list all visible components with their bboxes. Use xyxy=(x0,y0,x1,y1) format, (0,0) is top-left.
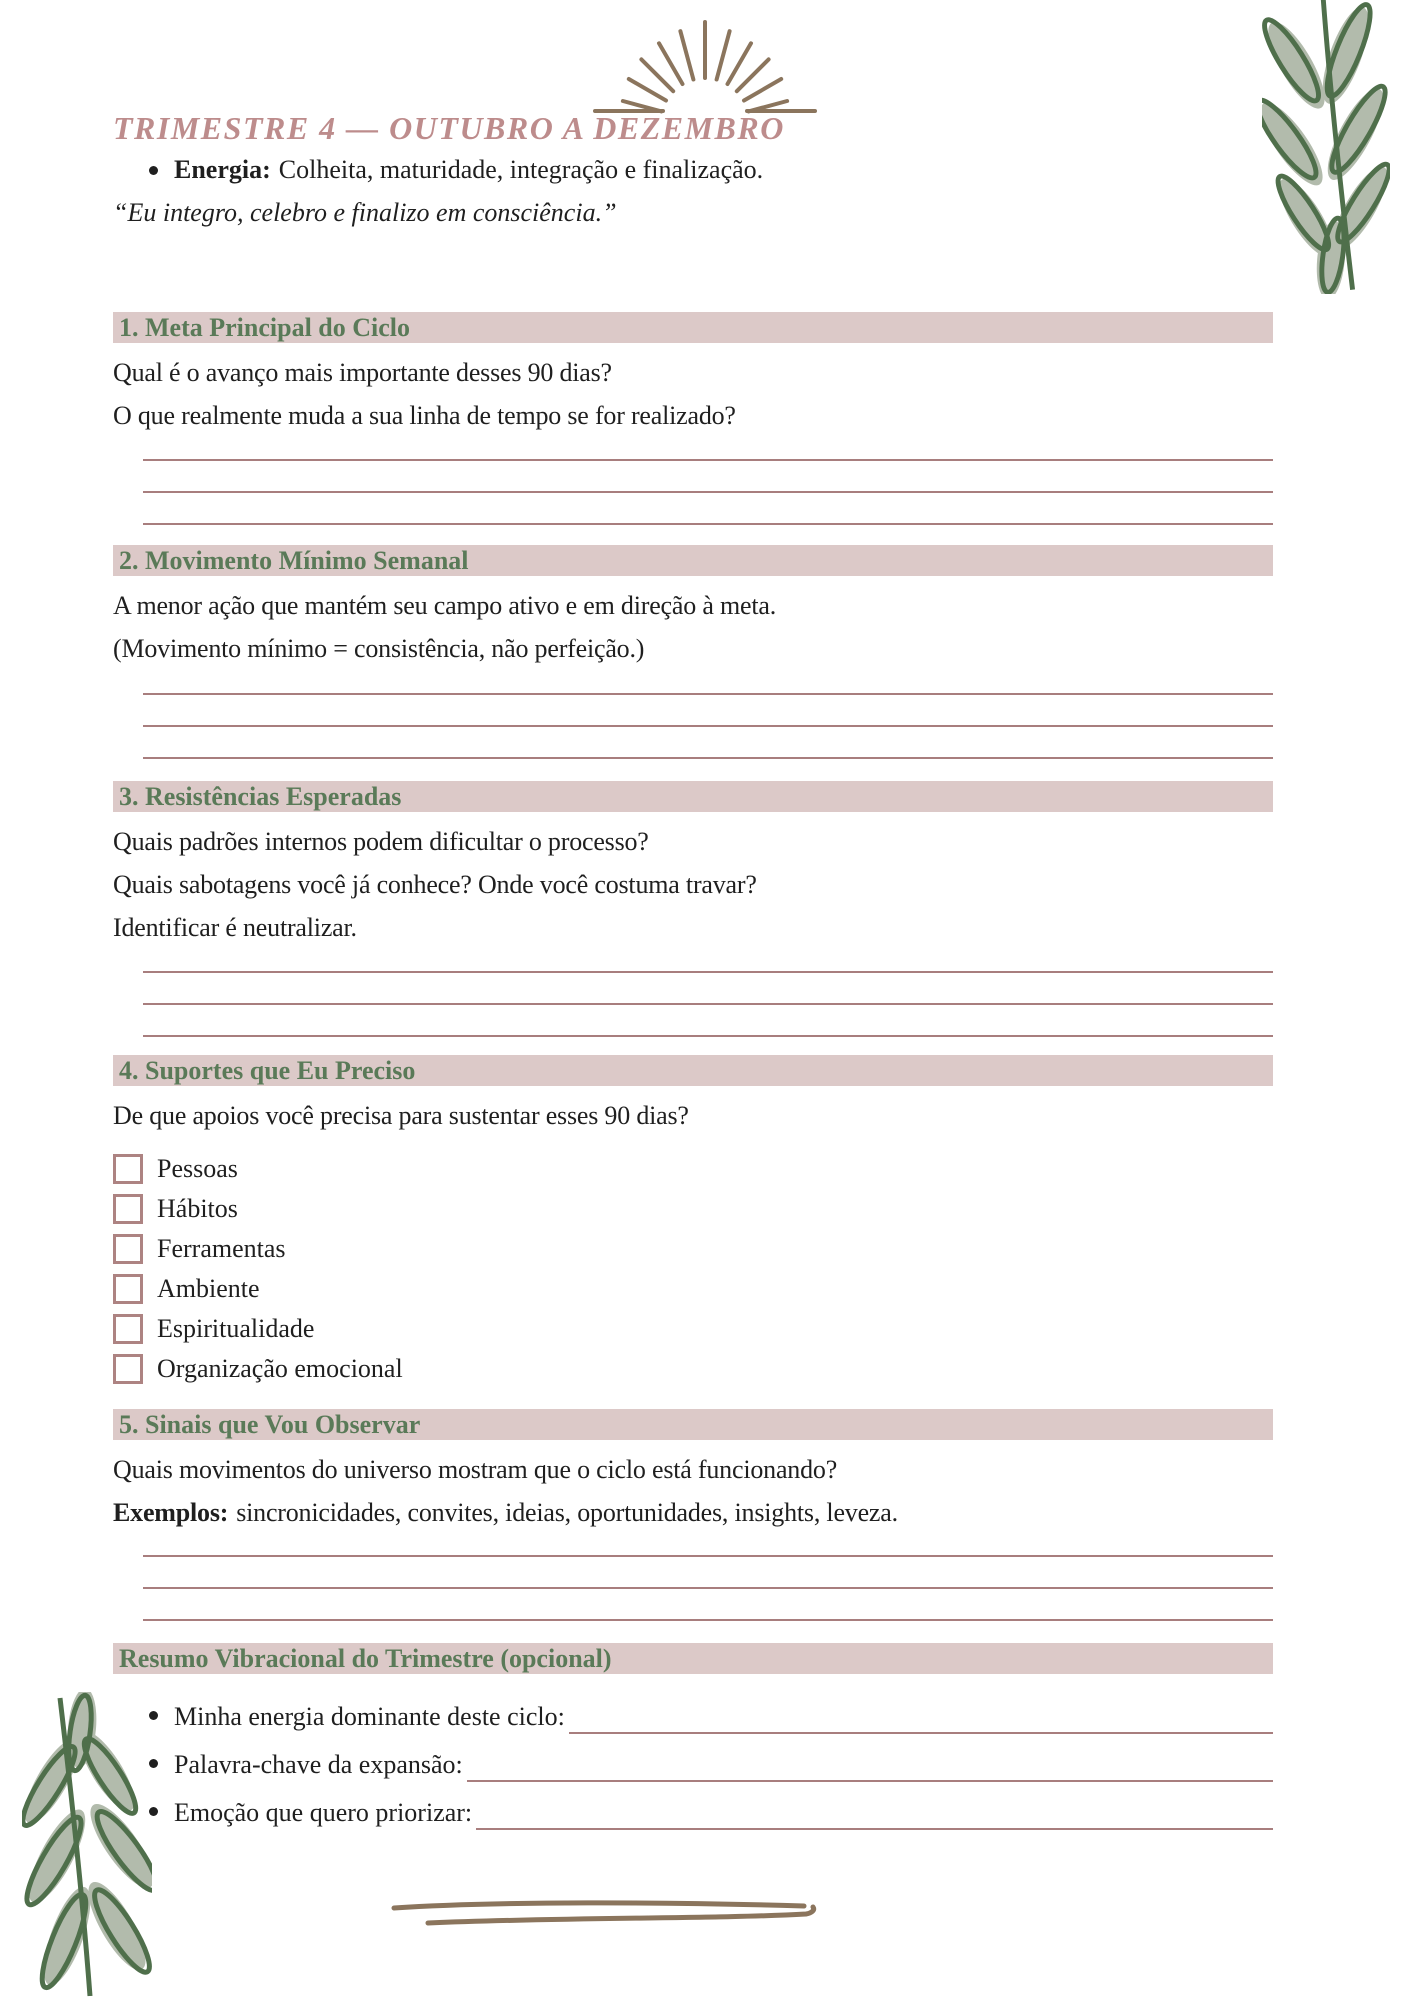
answer-lines xyxy=(143,670,1273,759)
section-2-header xyxy=(113,545,1273,576)
field-row xyxy=(113,1686,1273,1734)
bullet-icon xyxy=(149,1807,158,1816)
section-1-header xyxy=(113,312,1273,343)
checkbox-label: Hábitos xyxy=(157,1194,238,1223)
energy-line-text xyxy=(174,150,763,190)
energy-label: Energia: xyxy=(174,155,271,184)
bullet-icon xyxy=(149,166,158,175)
section-5-header xyxy=(113,1409,1273,1440)
field-label: Palavra-chave da expansão: xyxy=(174,1750,463,1779)
resumo-title: Resumo Vibracional do Trimestre (opcional) xyxy=(119,1643,612,1673)
writing-line[interactable] xyxy=(143,670,1273,695)
supports-checklist xyxy=(113,1149,1273,1389)
checkbox-item xyxy=(113,1229,1273,1269)
section-2-title: 2. Movimento Mínimo Semanal xyxy=(119,545,469,575)
writing-line[interactable] xyxy=(143,493,1273,525)
writing-line[interactable] xyxy=(143,1589,1273,1621)
section-resistencias xyxy=(113,781,1273,1037)
page-title: TRIMESTRE 4 — OUTUBRO A DEZEMBRO xyxy=(113,110,785,146)
section-suportes xyxy=(113,1055,1273,1389)
checkbox[interactable] xyxy=(113,1194,143,1224)
section-3-question: Identificar é neutralizar. xyxy=(113,913,357,942)
section-4-question: De que apoios você precisa para sustentar esses 90 dias? xyxy=(113,1101,689,1130)
checkbox[interactable] xyxy=(113,1354,143,1384)
checkbox[interactable] xyxy=(113,1234,143,1264)
section-2-question: A menor ação que mantém seu campo ativo e em direção à meta. xyxy=(113,591,776,620)
resumo-fields xyxy=(113,1686,1273,1830)
writing-line[interactable] xyxy=(143,727,1273,759)
energy-line xyxy=(113,150,1273,190)
section-resumo-vibracional xyxy=(113,1643,1273,1830)
energy-text: Colheita, maturidade, integração e finalização. xyxy=(278,155,764,184)
hand-drawn-underline-icon xyxy=(388,1895,818,1931)
answer-line[interactable] xyxy=(569,1702,1273,1734)
checkbox-label: Ambiente xyxy=(157,1274,260,1303)
field-label: Emoção que quero priorizar: xyxy=(174,1798,473,1827)
checkbox[interactable] xyxy=(113,1274,143,1304)
checkbox[interactable] xyxy=(113,1154,143,1184)
checkbox-item xyxy=(113,1309,1273,1349)
checkbox-item xyxy=(113,1149,1273,1189)
section-movimento-minimo xyxy=(113,545,1273,759)
answer-lines xyxy=(143,437,1273,525)
resumo-header xyxy=(113,1643,1273,1674)
section-2-question: (Movimento mínimo = consistência, não perfeição.) xyxy=(113,634,645,663)
section-3-question: Quais sabotagens você já conhece? Onde você costuma travar? xyxy=(113,870,757,899)
section-3-title: 3. Resistências Esperadas xyxy=(119,781,402,811)
examples-text: sincronicidades, convites, ideias, oportunidades, insights, leveza. xyxy=(236,1498,898,1527)
checkbox[interactable] xyxy=(113,1314,143,1344)
section-5-question: Quais movimentos do universo mostram que o ciclo está funcionando? xyxy=(113,1455,838,1484)
answer-line[interactable] xyxy=(476,1798,1273,1830)
affirmation-quote: “Eu integro, celebro e finalizo em consciência.” xyxy=(113,198,617,227)
section-1-question: O que realmente muda a sua linha de tempo se for realizado? xyxy=(113,401,736,430)
field-label: Minha energia dominante deste ciclo: xyxy=(174,1702,565,1731)
checkbox-item xyxy=(113,1189,1273,1229)
writing-line[interactable] xyxy=(143,695,1273,727)
writing-line[interactable] xyxy=(143,973,1273,1005)
section-4-header xyxy=(113,1055,1273,1086)
section-meta-principal xyxy=(113,312,1273,525)
writing-line[interactable] xyxy=(143,1534,1273,1557)
answer-lines xyxy=(143,1534,1273,1621)
page-content xyxy=(113,0,1273,1830)
section-1-question: Qual é o avanço mais importante desses 90 dias? xyxy=(113,358,612,387)
bullet-icon xyxy=(149,1711,158,1720)
writing-line[interactable] xyxy=(143,461,1273,493)
section-3-question: Quais padrões internos podem dificultar o processo? xyxy=(113,827,649,856)
checkbox-label: Ferramentas xyxy=(157,1234,286,1263)
writing-line[interactable] xyxy=(143,1557,1273,1589)
checkbox-item xyxy=(113,1269,1273,1309)
section-5-examples xyxy=(113,1491,1273,1534)
field-row xyxy=(113,1734,1273,1782)
section-4-title: 4. Suportes que Eu Preciso xyxy=(119,1055,416,1085)
section-3-header xyxy=(113,781,1273,812)
section-5-title: 5. Sinais que Vou Observar xyxy=(119,1409,421,1439)
checkbox-label: Organização emocional xyxy=(157,1354,403,1383)
answer-line[interactable] xyxy=(467,1750,1273,1782)
checkbox-item xyxy=(113,1349,1273,1389)
writing-line[interactable] xyxy=(143,949,1273,973)
field-row xyxy=(113,1782,1273,1830)
checkbox-label: Espiritualidade xyxy=(157,1314,315,1343)
checkbox-label: Pessoas xyxy=(157,1154,238,1183)
section-1-title: 1. Meta Principal do Ciclo xyxy=(119,312,411,342)
answer-lines xyxy=(143,949,1273,1037)
bullet-icon xyxy=(149,1759,158,1768)
section-sinais xyxy=(113,1409,1273,1621)
rosemary-leaf-icon xyxy=(1262,0,1390,294)
writing-line[interactable] xyxy=(143,437,1273,461)
examples-label: Exemplos: xyxy=(113,1498,229,1527)
writing-line[interactable] xyxy=(143,1005,1273,1037)
